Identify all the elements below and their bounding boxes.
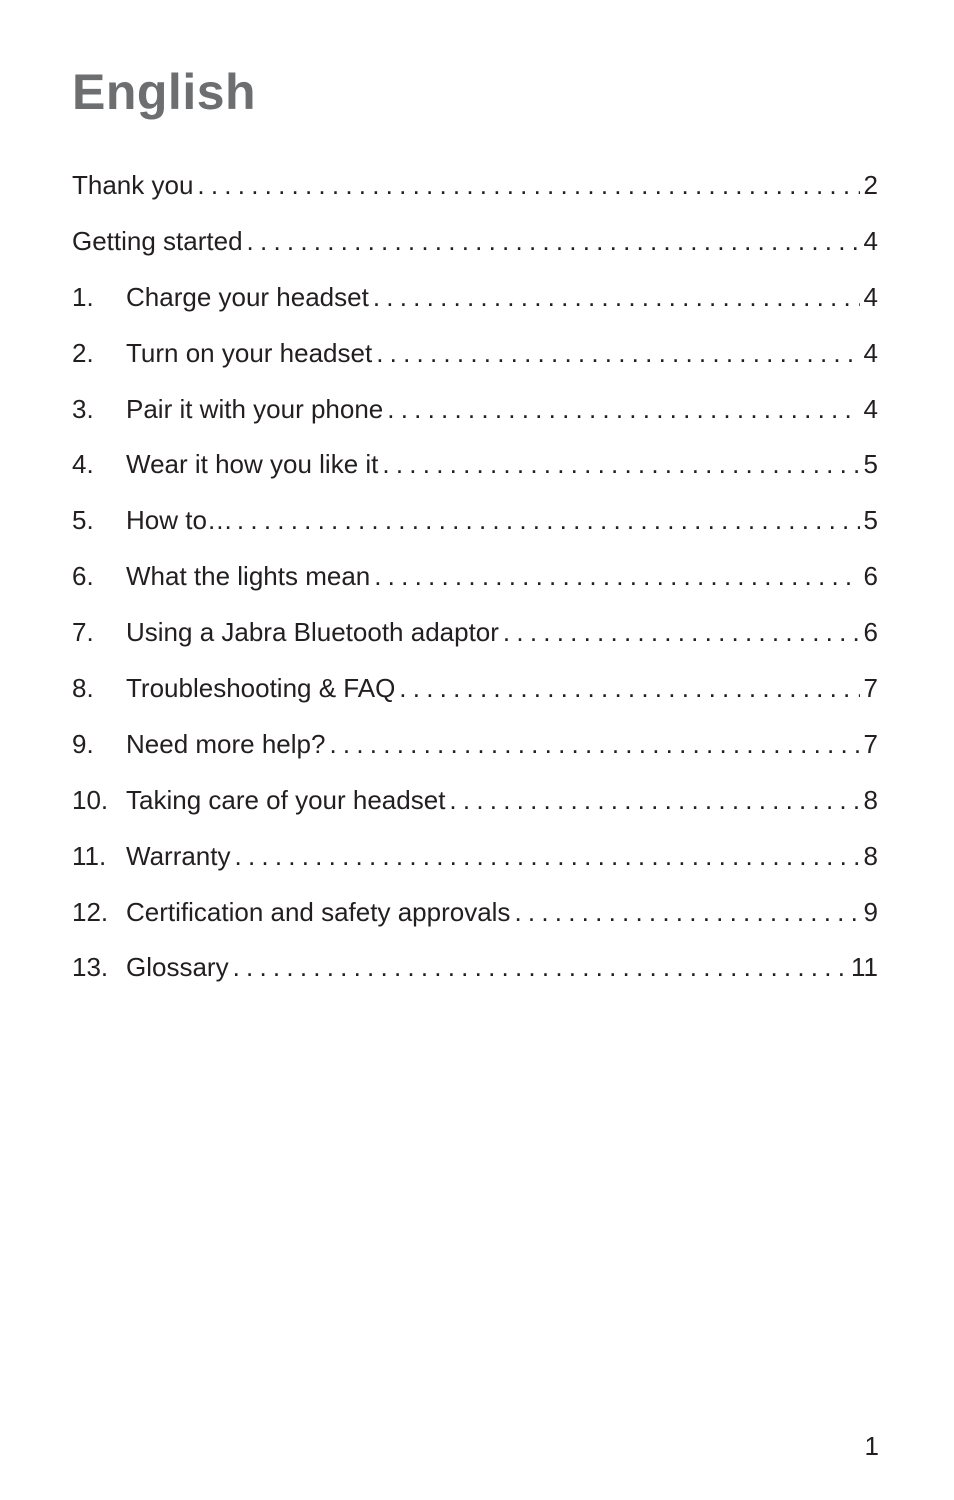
toc-page-number: 4 [863, 225, 878, 256]
toc-page-number: 4 [863, 337, 878, 368]
toc-entry-glossary[interactable] [72, 947, 878, 1003]
toc-title: Taking care of your headset [126, 784, 446, 815]
toc-item-number: 13. [72, 952, 109, 983]
toc-dot-leader [399, 668, 859, 708]
toc-dot-leader [235, 836, 860, 876]
toc-dot-leader [247, 221, 860, 261]
page-number: 1 [864, 1431, 879, 1461]
toc-title: How to… [126, 505, 233, 536]
toc-title: Getting started [72, 225, 243, 256]
toc-entry-taking-care[interactable] [72, 780, 878, 836]
toc-entry-certification[interactable] [72, 892, 878, 948]
toc-title: Charge your headset [126, 281, 369, 312]
toc-title: What the lights mean [126, 561, 371, 592]
toc-item-number: 10. [72, 784, 109, 815]
toc-page-number: 8 [863, 840, 878, 871]
toc-dot-leader [329, 724, 859, 764]
toc-dot-leader [197, 165, 859, 205]
toc-title: Need more help? [126, 728, 326, 759]
toc-title: Using a Jabra Bluetooth adaptor [126, 617, 499, 648]
toc-dot-leader [387, 389, 859, 429]
toc-page-number: 7 [863, 728, 878, 759]
toc-page-number: 6 [863, 561, 878, 592]
toc-title: Certification and safety approvals [126, 896, 511, 927]
toc-page-number: 11 [851, 952, 878, 983]
toc-entry-charge-headset[interactable] [72, 277, 878, 333]
toc-item-number: 11. [72, 840, 107, 871]
table-of-contents [72, 165, 878, 1003]
toc-title: Wear it how you like it [126, 449, 379, 480]
toc-entry-turn-on-headset[interactable] [72, 333, 878, 389]
toc-entry-lights-mean[interactable] [72, 556, 878, 612]
toc-dot-leader [237, 500, 860, 540]
toc-item-number: 7. [72, 617, 94, 648]
toc-title: Troubleshooting & FAQ [126, 673, 396, 704]
toc-title: Turn on your headset [126, 337, 373, 368]
toc-item-number: 8. [72, 673, 94, 704]
toc-entry-warranty[interactable] [72, 836, 878, 892]
toc-entry-getting-started[interactable] [72, 221, 878, 277]
toc-item-number: 3. [72, 393, 94, 424]
page-title: English [72, 64, 257, 120]
toc-item-number: 12. [72, 896, 109, 927]
toc-page-number: 7 [863, 673, 878, 704]
toc-item-number: 5. [72, 505, 94, 536]
toc-page-number: 2 [863, 170, 878, 200]
toc-page-number: 4 [863, 393, 878, 424]
toc-entry-troubleshooting[interactable] [72, 668, 878, 724]
toc-item-number: 4. [72, 449, 94, 480]
toc-dot-leader [233, 947, 847, 987]
toc-dot-leader [374, 556, 859, 596]
toc-item-number: 6. [72, 561, 94, 592]
toc-page-number: 6 [863, 617, 878, 648]
toc-dot-leader [382, 444, 859, 484]
toc-entry-more-help[interactable] [72, 724, 878, 780]
toc-page-number: 5 [863, 505, 878, 536]
toc-page-number: 8 [863, 784, 878, 815]
toc-dot-leader [376, 333, 859, 373]
toc-title: Pair it with your phone [126, 393, 384, 424]
toc-entry-how-to[interactable] [72, 500, 878, 556]
toc-page-number: 4 [863, 281, 878, 312]
toc-entry-bluetooth-adaptor[interactable] [72, 612, 878, 668]
toc-title: Glossary [126, 952, 229, 983]
toc-item-number: 1. [72, 281, 94, 312]
toc-entry-thank-you[interactable] [72, 165, 878, 221]
toc-page-number: 5 [863, 449, 878, 480]
toc-entry-wear-it[interactable] [72, 444, 878, 500]
toc-title: Thank you [72, 170, 194, 200]
toc-dot-leader [514, 892, 859, 932]
toc-entry-pair-phone[interactable] [72, 389, 878, 445]
toc-item-number: 9. [72, 728, 94, 759]
toc-dot-leader [449, 780, 859, 820]
toc-page-number: 9 [863, 896, 878, 927]
toc-item-number: 2. [72, 337, 94, 368]
toc-title: Warranty [126, 840, 231, 871]
toc-dot-leader [373, 277, 860, 317]
toc-dot-leader [503, 612, 860, 652]
